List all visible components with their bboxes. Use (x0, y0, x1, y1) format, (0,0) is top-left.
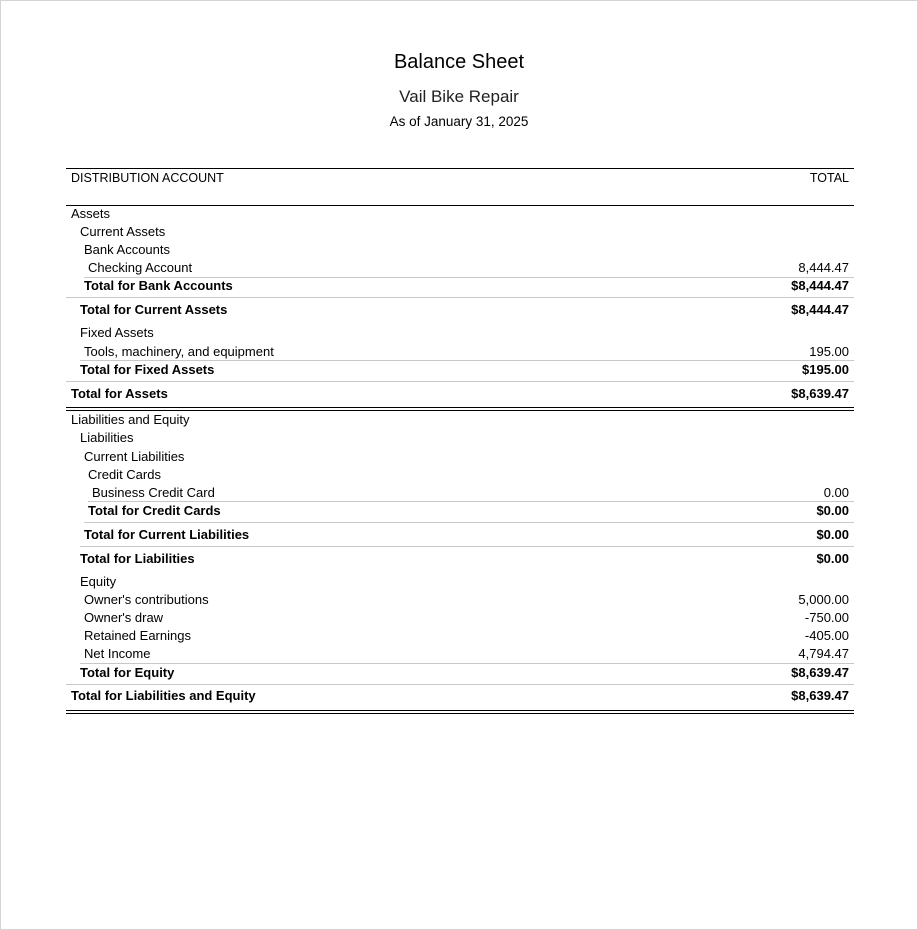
total-fixed-assets: Total for Fixed Assets $195.00 (80, 362, 849, 377)
total-liabilities: Total for Liabilities $0.00 (80, 551, 849, 566)
total-liabilities-equity: Total for Liabilities and Equity $8,639.47 (71, 688, 849, 703)
account-row: Net Income 4,794.47 (84, 646, 849, 661)
row-divider (84, 522, 854, 523)
total-equity: Total for Equity $8,639.47 (80, 665, 849, 680)
total-bank-accounts: Total for Bank Accounts $8,444.47 (84, 278, 849, 293)
total-credit-cards: Total for Credit Cards $0.00 (88, 503, 849, 518)
report-date: As of January 31, 2025 (389, 114, 529, 129)
section-assets: Assets (71, 206, 111, 221)
report-title: Balance Sheet (393, 51, 525, 73)
total-assets: Total for Assets $8,639.47 (71, 386, 849, 401)
row-divider (66, 381, 854, 382)
account-row: Business Credit Card 0.00 (92, 485, 849, 500)
account-row: Owner's draw -750.00 (84, 610, 849, 625)
account-row: Tools, machinery, and equipment 195.00 (84, 344, 849, 359)
account-row: Checking Account 8,444.47 (88, 260, 849, 275)
row-divider (66, 684, 854, 685)
double-rule (66, 710, 854, 714)
group-current-liabilities: Current Liabilities (84, 449, 185, 464)
group-liabilities: Liabilities (80, 430, 134, 445)
row-divider (66, 297, 854, 298)
group-current-assets: Current Assets (80, 224, 166, 239)
group-fixed-assets: Fixed Assets (80, 325, 154, 340)
row-divider (80, 546, 854, 547)
table-header (66, 168, 854, 206)
column-header-total: TOTAL (809, 171, 849, 185)
total-current-liabilities: Total for Current Liabilities $0.00 (84, 527, 849, 542)
group-credit-cards: Credit Cards (88, 467, 161, 482)
section-liabilities-equity: Liabilities and Equity (71, 412, 190, 427)
column-header-account: DISTRIBUTION ACCOUNT (71, 171, 224, 185)
account-row: Owner's contributions 5,000.00 (84, 592, 849, 607)
company-name: Vail Bike Repair (399, 87, 519, 106)
group-bank-accounts: Bank Accounts (84, 242, 170, 257)
account-row: Retained Earnings -405.00 (84, 628, 849, 643)
group-equity: Equity (80, 574, 117, 589)
total-current-assets: Total for Current Assets $8,444.47 (80, 302, 849, 317)
balance-sheet-table (66, 168, 854, 703)
